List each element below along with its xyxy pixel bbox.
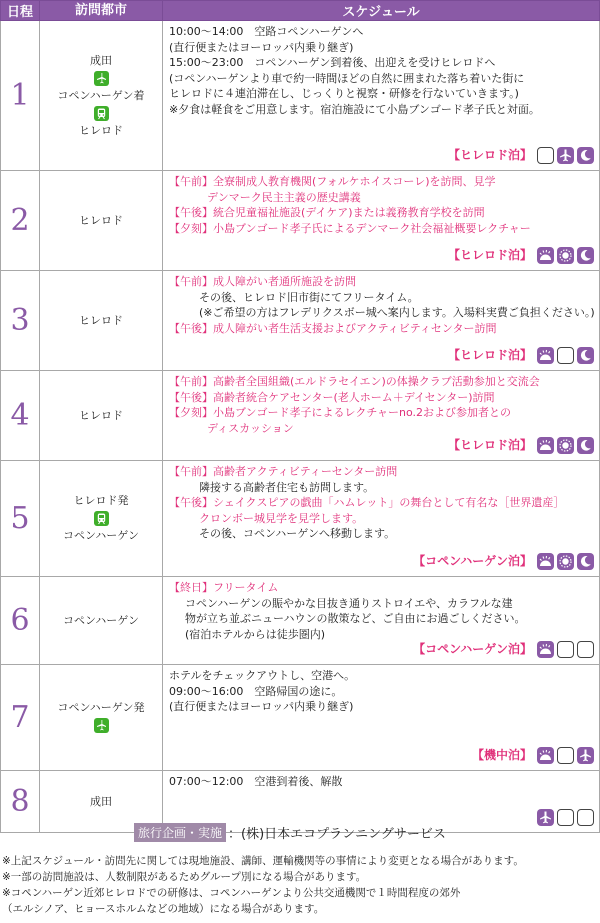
- schedule-line: [169, 190, 594, 206]
- city-name: コペンハーゲン発: [57, 701, 145, 714]
- stay-and-meals: [448, 247, 594, 264]
- operator-badge: 旅行企画・実施: [134, 823, 226, 842]
- schedule-line: [169, 511, 594, 527]
- moon-icon: [577, 347, 594, 364]
- time-period-label: 【午前】: [169, 375, 213, 388]
- schedule-line: [169, 274, 594, 290]
- schedule-text: 小島ブンゴード孝子によるレクチャーno.2および参加者との: [213, 406, 512, 419]
- schedule-line: [169, 24, 594, 40]
- stay-label: 【ヒレロド泊】: [447, 247, 532, 262]
- sunrise-icon: [537, 553, 554, 570]
- schedule-line: [169, 774, 594, 790]
- schedule-cell: [163, 21, 600, 171]
- sunrise-icon: [537, 437, 554, 454]
- stay-and-meals: [448, 347, 594, 364]
- city-name: ヒレロド: [79, 213, 123, 227]
- sun-icon: [557, 247, 574, 264]
- day-number: 7: [1, 665, 40, 771]
- empty-box-icon: [537, 147, 554, 164]
- day-number: 6: [1, 577, 40, 665]
- schedule-line: [169, 55, 594, 71]
- day-number: 1: [1, 21, 40, 171]
- city-name: コペンハーゲン: [62, 529, 139, 542]
- time-period-label: 【午後】: [169, 390, 213, 404]
- schedule-text: シェイクスピアの戯曲「ハムレット」の舞台として有名な［世界遺産］: [213, 496, 565, 509]
- note-line: （エルシノア、ヒョースホルムなどの地域）になる場合があります。: [2, 903, 325, 915]
- schedule-text: 成人障がい者生活支援およびアクティビティセンター訪問: [213, 321, 497, 335]
- schedule-line: [169, 374, 594, 390]
- city-name: コペンハーゲン着: [57, 88, 145, 102]
- empty-box-icon: [557, 347, 574, 364]
- day-number: 3: [1, 271, 40, 371]
- schedule-cell: [163, 461, 600, 577]
- city-name: ヒレロド: [79, 123, 123, 137]
- schedule-text: (※ご希望の方はフレデリクスボー城へ案内します。入場料実費ご負担ください。): [199, 306, 595, 319]
- plane-icon: [537, 809, 554, 826]
- note-line: ※上記スケジュール・訪問先に関しては現地施設、講師、運輸機関等の事情により変更となる場合があります。: [2, 855, 524, 867]
- operator: [134, 823, 446, 842]
- sunrise-icon: [537, 247, 554, 264]
- time-period-label: 【終日】: [169, 581, 213, 594]
- schedule-line: [169, 421, 594, 437]
- schedule-cell: [163, 665, 600, 771]
- schedule-line: [169, 390, 594, 406]
- city-cell: [40, 271, 163, 371]
- schedule-text: 成人障がい者通所施設を訪問: [213, 275, 356, 288]
- schedule-text: 隣接する高齢者住宅も訪問します。: [199, 480, 375, 494]
- city-cell: [40, 665, 163, 771]
- empty-box-icon: [557, 809, 574, 826]
- stay-and-meals: [537, 809, 594, 826]
- schedule-text: ディスカッション: [207, 421, 294, 435]
- schedule-line: [169, 580, 594, 596]
- stay-and-meals: [472, 747, 594, 764]
- stay-and-meals: [413, 553, 594, 570]
- sun-icon: [557, 437, 574, 454]
- schedule-line: [169, 596, 594, 612]
- schedule-text: 高齢者アクティビティーセンター訪問: [213, 465, 398, 478]
- stay-label: 【コペンハーゲン泊】: [413, 553, 532, 568]
- schedule-text: その後、ヒレロド旧市街にてフリータイム。: [199, 290, 419, 304]
- empty-box-icon: [557, 747, 574, 764]
- city-name: 成田: [90, 53, 112, 67]
- day-number: 2: [1, 171, 40, 271]
- time-period-label: 【午前】: [169, 275, 213, 288]
- schedule-text: ※夕食は軽食をご用意します。宿泊施設にて小島ブンゴード孝子氏と対面。: [169, 102, 540, 116]
- schedule-line: [169, 174, 594, 190]
- schedule-line: [169, 480, 594, 496]
- schedule-line: [169, 305, 594, 321]
- operator-name: ：(株)日本エコプランニングサービス: [228, 827, 446, 842]
- city-name: 成田: [90, 794, 112, 808]
- schedule-text: (直行便またはヨーロッパ内乗り継ぎ): [169, 700, 354, 713]
- note-line: ※コペンハーゲン近郊ヒレロドでの研修は、コペンハーゲンより公共交通機関で１時間程度の郊外: [2, 887, 461, 899]
- moon-icon: [577, 147, 594, 164]
- sunrise-icon: [537, 641, 554, 658]
- schedule-line: [169, 611, 594, 627]
- schedule-line: [169, 526, 594, 542]
- train-icon: [94, 511, 109, 526]
- day-row: [1, 271, 600, 371]
- schedule-text: 全寮制成人教育機関(フォルケホイスコーレ)を訪問、見学: [213, 175, 496, 188]
- schedule-line: [169, 221, 594, 237]
- city-name: ヒレロド発: [73, 494, 129, 507]
- schedule-line: [169, 321, 594, 337]
- schedule-line: [169, 627, 594, 643]
- schedule-text: フリータイム: [213, 581, 279, 594]
- schedule-line: [169, 71, 594, 87]
- plane-icon: [557, 147, 574, 164]
- city-cell: [40, 577, 163, 665]
- schedule-text: 高齢者統合ケアセンター(老人ホーム＋デイセンター)訪問: [213, 390, 495, 404]
- time-period-label: 【午前】: [169, 175, 213, 188]
- plane-icon: [94, 718, 109, 733]
- day-number: 4: [1, 371, 40, 461]
- schedule-text: (直行便またはヨーロッパ内乗り継ぎ): [169, 40, 354, 54]
- schedule-cell: [163, 171, 600, 271]
- city-cell: [40, 461, 163, 577]
- schedule-cell: [163, 371, 600, 461]
- city-name: コペンハーゲン: [62, 613, 139, 627]
- schedule-text: 10:00～14:00 空路コペンハーゲンへ: [169, 25, 364, 38]
- city-cell: [40, 171, 163, 271]
- header-schedule: スケジュール: [163, 1, 600, 21]
- schedule-text: 高齢者全国組織(エルドラセイエン)の体操クラブ活動参加と交流会: [213, 375, 540, 388]
- sunrise-icon: [537, 347, 554, 364]
- city-name: ヒレロド: [79, 313, 123, 327]
- time-period-label: 【夕刻】: [169, 221, 213, 235]
- time-period-label: 【午後】: [169, 496, 213, 509]
- empty-box-icon: [557, 641, 574, 658]
- stay-label: 【コペンハーゲン泊】: [413, 641, 532, 656]
- header-city: 訪問都市: [40, 1, 163, 21]
- schedule-text: ホテルをチェックアウトし、空港へ。: [169, 669, 356, 682]
- schedule-text: 07:00～12:00 空港到着後、解散: [169, 775, 343, 788]
- day-row: [1, 21, 600, 171]
- header-day: 日程: [1, 1, 40, 21]
- time-period-label: 【午前】: [169, 465, 213, 478]
- time-period-label: 【午後】: [169, 206, 213, 219]
- schedule-line: [169, 699, 594, 715]
- schedule-line: [169, 40, 594, 56]
- moon-icon: [577, 553, 594, 570]
- day-row: [1, 371, 600, 461]
- day-row: [1, 461, 600, 577]
- sunrise-icon: [537, 747, 554, 764]
- schedule-text: クロンボー城見学を見学します。: [199, 511, 364, 525]
- sun-icon: [557, 553, 574, 570]
- stay-and-meals: [413, 641, 594, 658]
- plane-icon: [577, 747, 594, 764]
- plane-icon: [94, 71, 109, 86]
- schedule-text: コペンハーゲンの賑やかな目抜き通りストロイエや、カラフルな建: [185, 596, 513, 610]
- schedule-text: 物が立ち並ぶニューハウンの散策など、ご自由にお過ごしください。: [185, 612, 526, 625]
- schedule-line: [169, 668, 594, 684]
- stay-label: 【機中泊】: [471, 747, 532, 762]
- day-number: 8: [1, 771, 40, 833]
- schedule-line: [169, 102, 594, 118]
- train-icon: [94, 106, 109, 121]
- stay-and-meals: [448, 437, 594, 454]
- day-row: [1, 577, 600, 665]
- time-period-label: 【夕刻】: [169, 406, 213, 419]
- day-number: 5: [1, 461, 40, 577]
- schedule-cell: [163, 577, 600, 665]
- schedule-text: 09:00～16:00 空路帰国の途に。: [169, 684, 343, 698]
- schedule-text: (宿泊ホテルからは徒歩圏内): [185, 627, 326, 641]
- schedule-text: 15:00～23:00 コペンハーゲン到着後、出迎えを受けヒレロドへ: [169, 56, 496, 69]
- schedule-line: [169, 405, 594, 421]
- day-row: [1, 171, 600, 271]
- note-line: ※一部の訪問施設は、人数制限があるためグループ別になる場合があります。: [2, 871, 367, 883]
- table-header-row: [1, 1, 600, 21]
- schedule-cell: [163, 271, 600, 371]
- schedule-line: [169, 290, 594, 306]
- schedule-line: [169, 464, 594, 480]
- time-period-label: 【午後】: [169, 321, 213, 335]
- schedule-line: [169, 205, 594, 221]
- city-name: ヒレロド: [79, 408, 123, 422]
- day-row: [1, 665, 600, 771]
- schedule-text: ヒレロドに４連泊滞在し、じっくりと視察・研修を行ないていきます。): [169, 87, 519, 100]
- stay-and-meals: [448, 147, 594, 164]
- empty-box-icon: [577, 809, 594, 826]
- moon-icon: [577, 247, 594, 264]
- schedule-line: [169, 495, 594, 511]
- stay-label: 【ヒレロド泊】: [447, 437, 532, 452]
- city-cell: [40, 21, 163, 171]
- schedule-body: [1, 21, 600, 833]
- schedule-text: デンマーク民主主義の歴史講義: [207, 190, 361, 204]
- schedule-text: 統合児童福祉施設(デイケア)または義務教育学校を訪問: [213, 206, 485, 219]
- notes: [2, 853, 598, 917]
- schedule-line: [169, 86, 594, 102]
- stay-label: 【ヒレロド泊】: [447, 347, 532, 362]
- schedule-line: [169, 684, 594, 700]
- schedule-text: その後、コペンハーゲンへ移動します。: [199, 527, 396, 540]
- stay-label: 【ヒレロド泊】: [447, 147, 532, 162]
- city-cell: [40, 371, 163, 461]
- empty-box-icon: [577, 641, 594, 658]
- moon-icon: [577, 437, 594, 454]
- schedule-text: (コペンハーゲンより車で約一時間ほどの自然に囲まれた落ち着いた街に: [169, 71, 525, 85]
- schedule-text: 小島ブンゴード孝子氏によるデンマーク社会福祉概要レクチャー: [213, 221, 531, 235]
